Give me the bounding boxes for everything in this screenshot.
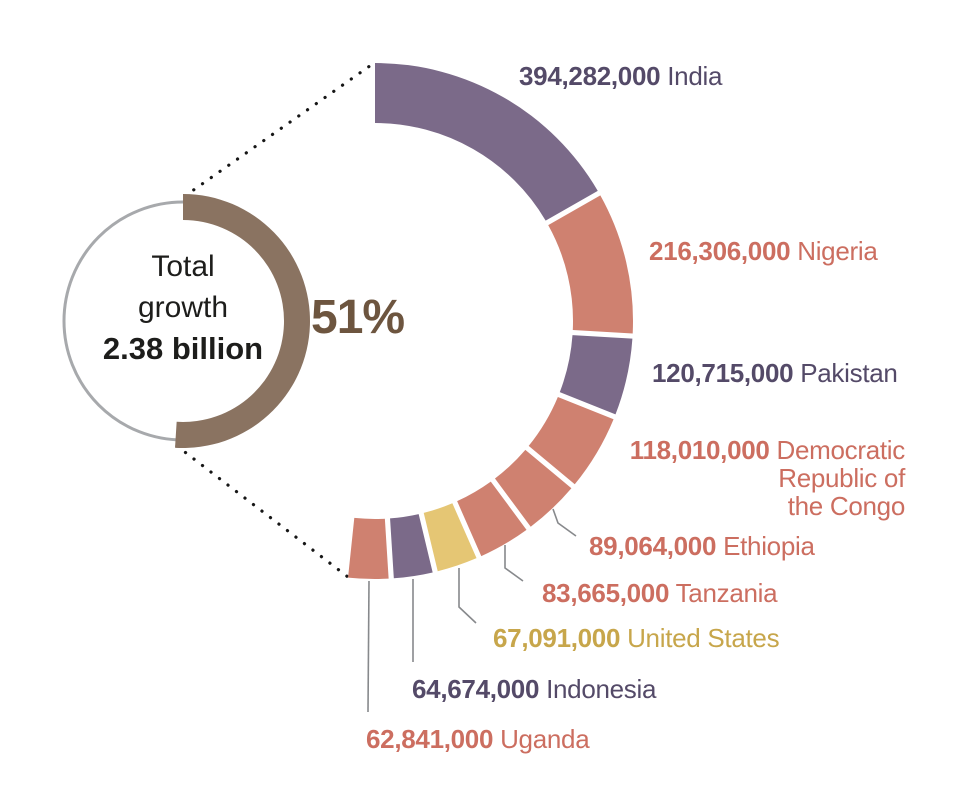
label-drc-name2: Republic of — [778, 463, 905, 493]
label-ethiopia-name: Ethiopia — [723, 531, 815, 561]
label-drc-value: 118,010,000 — [629, 435, 770, 465]
label-indonesia — [412, 674, 656, 705]
label-tanzania-name: Tanzania — [675, 578, 778, 608]
label-uganda-value: 62,841,000 — [366, 724, 494, 754]
segment-indonesia — [390, 514, 433, 578]
segment-nigeria — [548, 195, 633, 333]
total-growth-label — [58, 246, 308, 369]
label-nigeria — [649, 236, 878, 267]
label-united-states-value: 67,091,000 — [493, 623, 621, 653]
total-growth-line2: growth — [137, 291, 229, 324]
leader-line-united-states — [459, 568, 476, 623]
label-pakistan — [652, 358, 898, 389]
label-tanzania — [542, 578, 777, 609]
label-drc-name1: Democratic — [776, 435, 905, 465]
label-tanzania-value: 83,665,000 — [542, 578, 670, 608]
label-india-name: India — [667, 61, 723, 91]
leader-line-tanzania — [505, 545, 523, 581]
label-uganda — [366, 724, 589, 755]
label-india-value: 394,282,000 — [519, 61, 661, 91]
label-nigeria-value: 216,306,000 — [649, 236, 791, 266]
total-growth-line1: Total — [151, 250, 215, 283]
label-united-states — [493, 623, 779, 654]
total-growth-value: 2.38 billion — [102, 331, 264, 366]
label-indonesia-value: 64,674,000 — [412, 674, 540, 704]
leader-line-uganda — [368, 581, 369, 712]
label-pakistan-name: Pakistan — [800, 358, 898, 388]
label-uganda-name: Uganda — [500, 724, 590, 754]
label-drc-name3: the Congo — [787, 491, 905, 521]
label-ethiopia — [589, 531, 815, 562]
dotted-connector-bottom — [177, 446, 348, 577]
label-nigeria-name: Nigeria — [797, 236, 878, 266]
label-pakistan-value: 120,715,000 — [652, 358, 794, 388]
label-united-states-name: United States — [627, 623, 780, 653]
label-india — [519, 61, 722, 92]
percent-label: 51% — [311, 291, 405, 344]
label-ethiopia-value: 89,064,000 — [589, 531, 717, 561]
label-indonesia-name: Indonesia — [546, 674, 657, 704]
segment-uganda — [348, 518, 389, 579]
dotted-connector-top — [185, 63, 374, 196]
leader-line-ethiopia — [553, 509, 576, 536]
label-drc-line1 — [630, 436, 905, 464]
label-democratic-republic-of-the-congo — [630, 436, 905, 520]
